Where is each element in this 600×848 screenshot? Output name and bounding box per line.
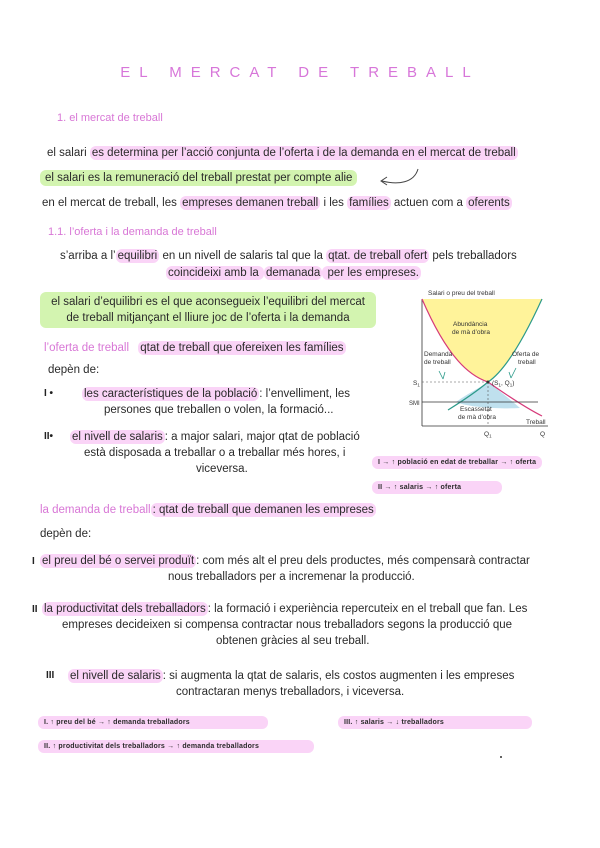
- oferta-definition: [44, 340, 346, 356]
- term: la demanda de treball: [40, 504, 151, 516]
- list-item-cont: obtenen gràcies al seu treball.: [216, 635, 370, 647]
- equilibrium-point: [487, 381, 490, 384]
- paragraph: [47, 145, 518, 161]
- highlight: qtat. de treball ofert: [328, 250, 428, 262]
- supply-demand-chart: [408, 284, 558, 444]
- paragraph: [166, 265, 421, 281]
- chart-tick: SMI: [409, 401, 420, 407]
- list-marker: III: [46, 670, 55, 681]
- text: : com més alt el preu dels productes, més compensarà contractar: [196, 555, 530, 567]
- chart-tick: $Q_1$: [484, 431, 492, 439]
- term: l’oferta de treball: [44, 342, 130, 354]
- chart-label: Abundància: [453, 321, 488, 328]
- text: el salari: [47, 147, 90, 159]
- list-marker: I •: [44, 388, 54, 399]
- highlight: equilibri: [117, 250, 158, 262]
- chart-label: de mà d’obra: [458, 414, 496, 421]
- section-heading: 1. el mercat de treball: [57, 112, 163, 124]
- list-item: [68, 668, 514, 684]
- highlight: oferents: [468, 197, 510, 209]
- definition-green: [40, 292, 376, 328]
- highlight: per les empreses.: [324, 267, 419, 279]
- depen-label: depèn de:: [48, 364, 100, 376]
- handwritten-note: I → ↑ població en edat de treballar → ↑ oferta: [372, 456, 542, 469]
- text: : a major salari, major qtat de població: [164, 431, 360, 443]
- list-item-cont: empreses decideixen si compensa contractar nous treballadors segons la producció que: [62, 619, 513, 631]
- chart-ylabel: Salari o preu del treball: [428, 290, 495, 297]
- arrow-icon: [439, 371, 445, 379]
- handwritten-note: II. ↑ productivitat dels treballadors → ↑ demanda treballadors: [38, 740, 314, 753]
- arrow-icon: [509, 368, 516, 378]
- highlight: famílies: [349, 197, 389, 209]
- highlight: es determina per l’acció conjunta de l’oferta i de la demanda en el mercat de treball: [91, 147, 516, 159]
- chart-point-label: ($S_1$, $Q_1$): [492, 380, 515, 388]
- highlight: el nivell de salaris: [72, 431, 163, 443]
- paragraph: [42, 195, 512, 211]
- paragraph: [60, 248, 517, 264]
- text: actuen com a: [390, 197, 467, 209]
- highlight: : qtat de treball que demanen les empreses: [152, 504, 374, 516]
- section-heading: 1.1. l’oferta i la demanda de treball: [48, 226, 217, 238]
- highlight: demanada: [265, 267, 321, 279]
- chart-tick: Q: [540, 431, 546, 438]
- chart-tick: $S_1$: [413, 380, 420, 388]
- page-title: EL MERCAT DE TREBALL: [120, 64, 480, 81]
- list-item: [82, 386, 350, 402]
- handwritten-note: III. ↑ salaris → ↓ treballadors: [338, 716, 532, 729]
- text: de treball mitjançant el lliure joc de l’oferta i la demanda: [66, 312, 350, 324]
- chart-label: Oferta de: [512, 351, 540, 358]
- chart-label: Demanda: [424, 351, 453, 358]
- highlight: coincideixi amb la: [168, 267, 262, 279]
- chart-label: de mà d’obra: [452, 329, 490, 336]
- chart-label: Treball: [526, 419, 546, 426]
- definition: [40, 170, 357, 186]
- text: i les: [320, 197, 348, 209]
- chart-label: Escassetat: [460, 406, 492, 413]
- list-item-cont: persones que treballen o volen, la formació...: [104, 404, 334, 416]
- text: en el mercat de treball, les: [42, 197, 181, 209]
- list-marker: I: [32, 556, 35, 567]
- text: : la formació i experiència repercuteix en el treball que fan. Les: [207, 603, 528, 615]
- list-item: [70, 429, 360, 445]
- text: : l’envelliment, les: [259, 388, 351, 400]
- list-marker: II: [32, 604, 38, 615]
- text: en un nivell de salaris tal que la: [159, 250, 327, 262]
- abundance-area: [422, 299, 542, 382]
- highlight: el nivell de salaris: [70, 670, 161, 682]
- text: el salari d’equilibri es el que aconsegueix l’equilibri del mercat: [51, 296, 365, 308]
- list-item: [42, 601, 527, 617]
- arrow-icon: [378, 165, 423, 190]
- text: s’arriba a l’: [60, 250, 116, 262]
- list-item-cont: nous treballadors per a incremenar la producció.: [168, 571, 415, 583]
- chart-label: treball: [518, 359, 536, 366]
- dot: [500, 756, 502, 758]
- highlight: el preu del bé o servei produït: [42, 555, 195, 567]
- highlight: empreses demanen treball: [182, 197, 319, 209]
- handwritten-note: I. ↑ preu del bé → ↑ demanda treballadors: [38, 716, 268, 729]
- chart-label: de treball: [424, 359, 451, 366]
- list-item-cont: viceversa.: [196, 463, 248, 475]
- depen-label: depèn de:: [40, 528, 92, 540]
- list-item: [40, 553, 530, 569]
- list-item-cont: està disposada a treballar o a treballar més hores, i: [84, 447, 346, 459]
- list-item-cont: contractaran menys treballadors, i viceversa.: [176, 686, 405, 698]
- handwritten-note: II → ↑ salaris → ↑ oferta: [372, 481, 502, 494]
- list-marker: II•: [44, 431, 54, 442]
- highlight: les característiques de la població: [84, 388, 258, 400]
- highlight: la productivitat dels treballadors: [44, 603, 206, 615]
- demanda-definition: [40, 502, 376, 518]
- text: pels treballadors: [429, 250, 517, 262]
- highlight: qtat de treball que ofereixen les famílies: [140, 342, 344, 354]
- highlight-green: el salari es la remuneració del treball prestat per compte alie: [40, 170, 357, 186]
- text: : si augmenta la qtat de salaris, els costos augmenten i les empreses: [162, 670, 515, 682]
